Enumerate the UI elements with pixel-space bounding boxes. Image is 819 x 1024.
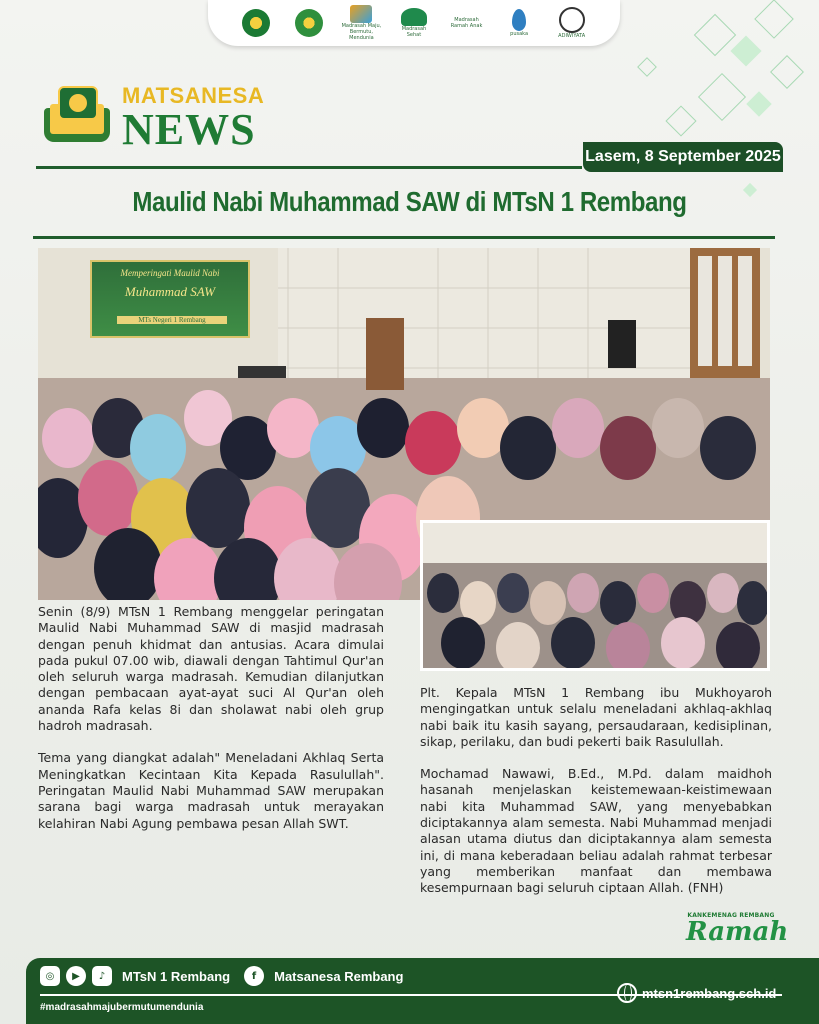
banner-line2: Muhammad SAW xyxy=(124,284,216,299)
pusaka-logo: pusaka xyxy=(499,9,539,37)
paragraph: Plt. Kepala MTsN 1 Rembang ibu Mukhoyaroh mengingatkan untuk selalu meneladani akhlaq-akhlaq nabi baik itu kasih sayang, persaudaraan, kedisiplinan, sikap, perilaku, dan budi pekerti baik Rasulullah. xyxy=(420,685,772,749)
article-column-right xyxy=(420,685,772,913)
event-banner xyxy=(90,260,250,338)
website-url[interactable]: mtsn1rembang.sch.id xyxy=(642,985,777,1001)
banner-line3: MTs Negeri 1 Rembang xyxy=(117,316,227,324)
event-photo-secondary xyxy=(420,520,770,671)
header-divider xyxy=(36,166,582,169)
tiktok-icon[interactable]: ♪ xyxy=(92,966,112,986)
paragraph: Tema yang diangkat adalah" Meneladani Akhlaq Serta Meningkatkan Kecintaan Kita Kepada Rasulullah". Peringatan Maulid Nabi Muhammad SAW merupakan sarana bagi warga madrasah untuk merayakan kelahiran Nabi Agung pembawa pesan Allah SWT. xyxy=(38,750,384,831)
paragraph: Mochamad Nawawi, B.Ed., M.Pd. dalam maidhoh hasanah menjelaskan keistemewaan-keistimewaan nabi kita Muhammad SAW, yang menyebabkan diciptakannya alam semesta. Nabi Muhammad menjadi alasan utama diutus dan diciptakannya alam semesta ini, di mana keberadaan beliau adalah rahmat terbesar yang memberikan manfaat dan membawa kesempurnaan bagi seluruh ciptaan Allah. (FNH) xyxy=(420,766,772,896)
brand-line1: MATSANESA xyxy=(122,83,265,108)
facebook-icon[interactable]: f xyxy=(244,966,264,986)
instagram-handle[interactable]: MTsN 1 Rembang xyxy=(122,968,231,984)
headline-divider xyxy=(33,236,775,239)
date-badge: Lasem, 8 September 2025 xyxy=(583,142,783,172)
youtube-icon[interactable]: ▶ xyxy=(66,966,86,986)
window-frame xyxy=(690,248,760,378)
instagram-icon[interactable]: ◎ xyxy=(40,966,60,986)
brand-line2: NEWS xyxy=(122,105,256,154)
kemenag-logo xyxy=(236,9,276,37)
hashtag: #madrasahmajubermutumendunia xyxy=(40,1002,204,1013)
website-link[interactable] xyxy=(617,983,776,1003)
matsanesa-news-brand xyxy=(40,82,264,152)
article-headline: Maulid Nabi Muhammad SAW di MTsN 1 Rembang xyxy=(132,186,687,217)
wooden-cabinet xyxy=(366,318,404,390)
logo-strip xyxy=(208,0,620,46)
madrasah-maju-logo: Madrasah Maju, Bermutu, Mendunia xyxy=(341,5,381,41)
kankemenag-ramah-logo: KANKEMENAG REMBANG Ramah xyxy=(686,912,789,947)
adiwiyata-logo: ADIWIYATA xyxy=(552,7,592,39)
social-links xyxy=(40,964,417,988)
madrasah-sehat-logo: Madrasah Sehat xyxy=(394,8,434,38)
madrasah-logo xyxy=(289,9,329,37)
facebook-handle[interactable]: Matsanesa Rembang xyxy=(274,968,404,984)
book-laptop-icon xyxy=(40,82,114,148)
article-column-left xyxy=(38,604,384,848)
footer-divider xyxy=(40,994,612,996)
globe-icon xyxy=(617,983,637,1003)
banner-line1: Memperingati Maulid Nabi xyxy=(120,268,220,278)
madrasah-ramah-anak-logo: Madrasah Ramah Anak xyxy=(450,17,483,29)
paragraph: Senin (8/9) MTsN 1 Rembang menggelar peringatan Maulid Nabi Muhammad SAW di masjid madrasah dengan penuh khidmat dan antusias. Acara dimulai pada pukul 07.00 wib, diawali dengan Tahtimul Qur'an oleh seluruh warga madrasah. Kemudian dilanjutkan dengan pembacaan ayat-ayat suci Al Qur'an oleh ananda Rafa kelas 8i dan sholawat nabi oleh grup hadroh madrasah. xyxy=(38,604,384,734)
